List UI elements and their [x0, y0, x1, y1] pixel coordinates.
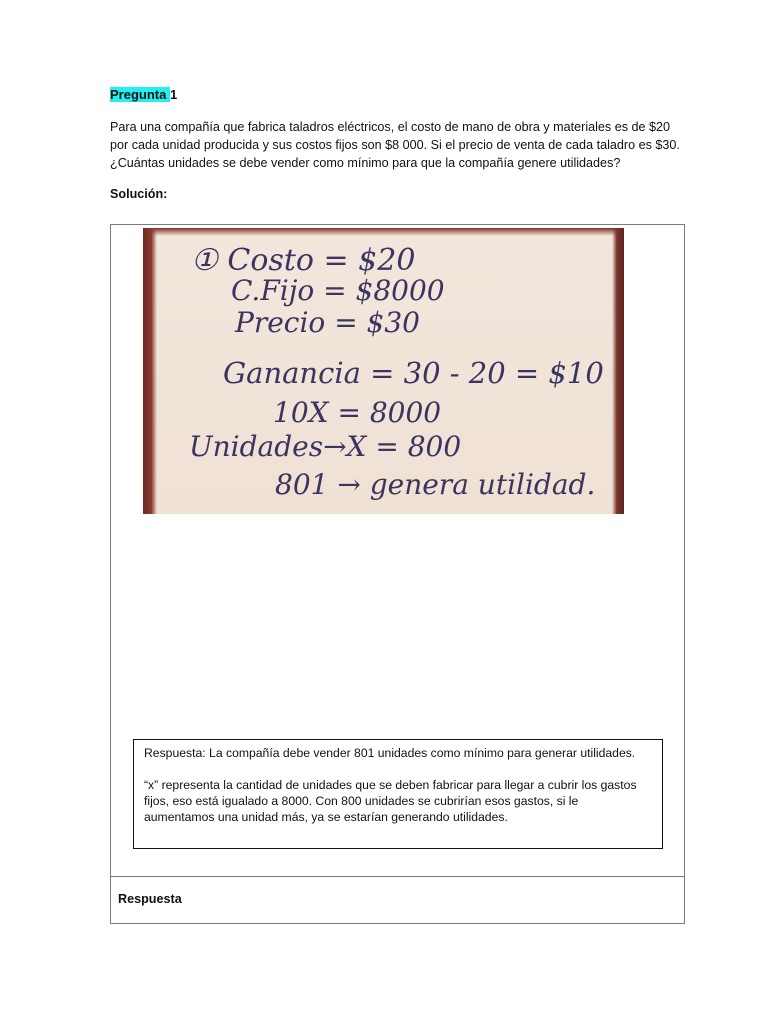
hw-line-cfijo: C.Fijo = $8000	[231, 274, 445, 307]
question-title-highlight: Pregunta	[110, 87, 170, 102]
answer-box	[133, 739, 663, 849]
hw-line-costo: ① Costo = $20	[191, 243, 416, 278]
table-divider	[111, 876, 684, 877]
answer-paragraph-1: Respuesta: La compañía debe vender 801 unidades como mínimo para generar utilidades.	[144, 746, 636, 760]
respuesta-label: Respuesta	[118, 892, 182, 906]
hw-line-ganancia: Ganancia = 30 - 20 = $10	[223, 356, 604, 390]
hw-line-equation: 10X = 8000	[273, 396, 442, 429]
question-title	[110, 86, 177, 103]
question-text: Para una compañía que fabrica taladros eléctricos, el costo de mano de obra y materiales es de $20 por cada unidad producida y sus costos fijos son $8 000. Si el precio de venta de cada taladro es $30. ¿Cuántas unidades se debe vender como mínimo para que la compañía genere utilidades?	[110, 120, 680, 170]
solution-label: Solución:	[110, 187, 168, 201]
hw-line-conclusion: 801 → genera utilidad.	[275, 468, 596, 501]
question-number: 1	[169, 87, 178, 102]
solution-table	[110, 224, 685, 924]
handwritten-notes	[143, 228, 624, 514]
hw-line-precio: Precio = $30	[235, 306, 420, 339]
handwritten-solution-photo	[143, 228, 624, 514]
answer-paragraph-2: “x” representa la cantidad de unidades que se deben fabricar para llegar a cubrir los gastos fijos, eso está igualado a 8000. Con 800 unidades se cubrirían esos gastos, si le aumentamos una unidad más, ya se estarían generando utilidades.	[144, 778, 637, 824]
hw-line-unidades: Unidades→X = 800	[189, 430, 462, 463]
